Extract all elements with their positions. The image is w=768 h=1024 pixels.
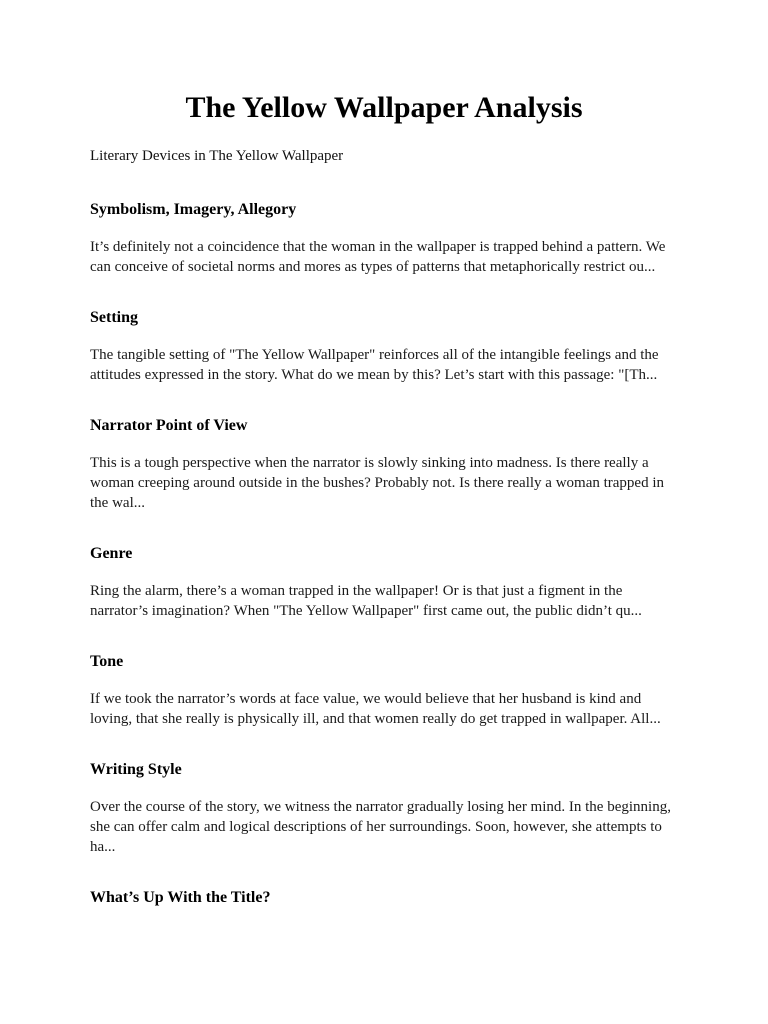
section-body: Over the course of the story, we witness the narrator gradually losing her mind. In the beginning, she can offer calm and logical descriptions of her surroundings. Soon, however, she attempts to ha... [90, 799, 671, 855]
section-heading: Genre [90, 545, 133, 562]
section-body: The tangible setting of "The Yellow Wallpaper" reinforces all of the intangible feelings and the attitudes expressed in the story. What do we mean by this? Let’s start with this passage: "[Th... [90, 347, 659, 383]
section-writing-style [90, 759, 678, 857]
section-heading: Setting [90, 309, 138, 326]
section-body: It’s definitely not a coincidence that the woman in the wallpaper is trapped behind a pattern. We can conceive of societal norms and mores as types of patterns that metaphorically restrict ou... [90, 239, 666, 275]
page-subtitle: Literary Devices in The Yellow Wallpaper [90, 148, 344, 164]
section-symbolism [90, 199, 678, 277]
section-body: This is a tough perspective when the narrator is slowly sinking into madness. Is there really a woman creeping around outside in the bushes? Probably not. Is there really a woman trapped in the wal... [90, 455, 665, 511]
section-narrator-point-of-view [90, 415, 678, 513]
section-body: Ring the alarm, there’s a woman trapped in the wallpaper! Or is that just a figment in the narrator’s imagination? When "The Yellow Wallpaper" first came out, the public didn’t qu... [90, 583, 642, 619]
page-title: The Yellow Wallpaper Analysis [185, 91, 583, 124]
section-heading: Tone [90, 653, 124, 670]
section-heading: Symbolism, Imagery, Allegory [90, 201, 297, 218]
section-heading: What’s Up With the Title? [90, 889, 271, 906]
section-heading: Narrator Point of View [90, 417, 248, 434]
section-setting [90, 307, 678, 385]
section-heading: Writing Style [90, 761, 182, 778]
section-tone [90, 651, 678, 729]
section-title-meaning [90, 887, 678, 909]
section-body: If we took the narrator’s words at face value, we would believe that her husband is kind and loving, that she really is physically ill, and that women really do get trapped in wallpaper. All... [90, 691, 661, 727]
section-genre [90, 543, 678, 621]
